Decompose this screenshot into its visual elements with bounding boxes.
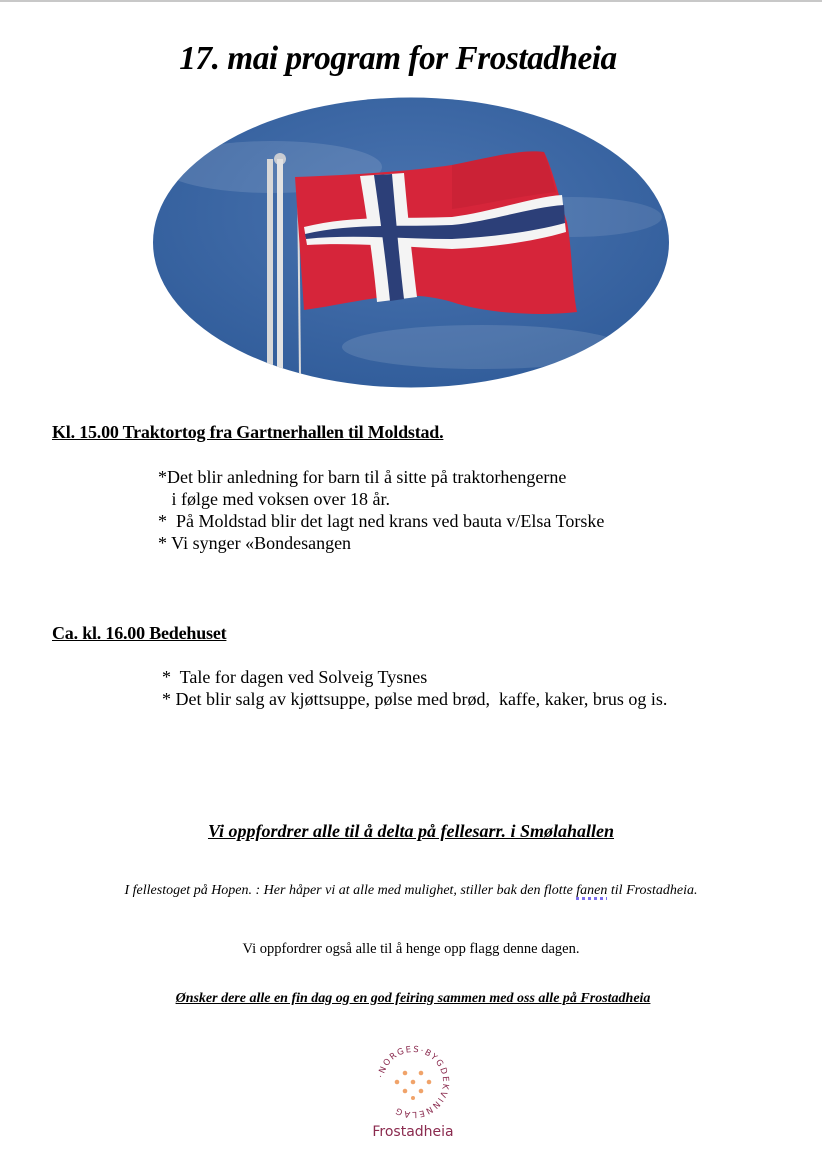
traktortog-item: * På Moldstad blir det lagt ned krans ved bauta v/Elsa Torske [158, 511, 605, 531]
section-heading-bedehuset: Ca. kl. 16.00 Bedehuset [52, 623, 227, 643]
bedehuset-item: * Det blir salg av kjøttsuppe, pølse med brød, kaffe, kaker, brus og is. [162, 689, 668, 709]
hopen-text-before: I fellestoget på Hopen. : Her håper vi at alle med mulighet, stiller bak den flotte [124, 883, 577, 898]
traktortog-item: * Vi synger «Bondesangen [158, 533, 352, 553]
page-title: 17. mai program for Frostadheia [179, 40, 617, 77]
traktortog-item: i følge med voksen over 18 år. [158, 489, 390, 509]
logo-ring-text: ·NORGES·BYGDEKVINNELAG [376, 1044, 451, 1120]
logo-name: Frostadheia [372, 1124, 454, 1140]
spellcheck-flagged-word[interactable]: fanen [576, 883, 608, 898]
flag-image [152, 97, 670, 388]
figures-icon [395, 1071, 432, 1100]
closing-wish: Ønsker dere alle en fin dag og en god feiring sammen med oss alle på Frostadheia [175, 991, 651, 1006]
traktortog-item: *Det blir anledning for barn til å sitte på traktorhengerne [158, 467, 567, 487]
flag-note: Vi oppfordrer også alle til å henge opp flagg denne dagen. [242, 941, 580, 957]
top-border [0, 0, 822, 2]
hopen-paragraph [0, 883, 822, 899]
smolahallen-callout: Vi oppfordrer alle til å delta på fellesarr. i Smølahallen [207, 821, 615, 841]
section-heading-traktortog: Kl. 15.00 Traktortog fra Gartnerhallen til Moldstad. [52, 422, 444, 442]
hopen-text-after: til Frostadheia. [607, 883, 698, 898]
bedehuset-item: * Tale for dagen ved Solveig Tysnes [162, 667, 428, 687]
